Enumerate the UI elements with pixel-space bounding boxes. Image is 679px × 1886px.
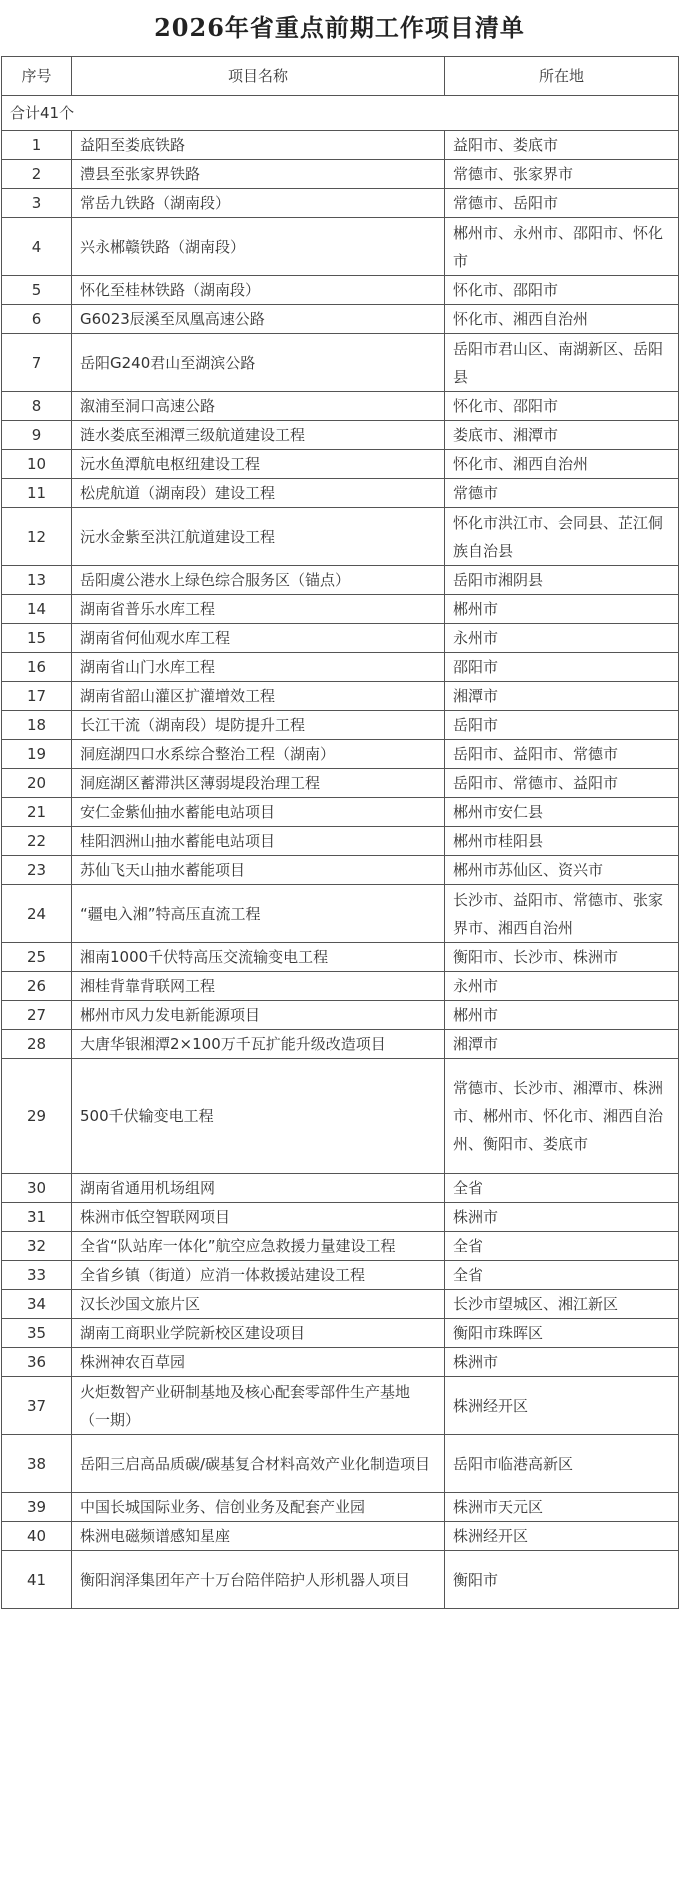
table-row — [2, 334, 679, 392]
project-name: 全省乡镇（街道）应消一体救援站建设工程 — [72, 1261, 445, 1290]
project-name: 洞庭湖区蓄滞洪区薄弱堤段治理工程 — [72, 769, 445, 798]
table-row — [2, 189, 679, 218]
project-location: 怀化市、邵阳市 — [445, 392, 679, 421]
project-name: 火炬数智产业研制基地及核心配套零部件生产基地（一期） — [72, 1377, 445, 1435]
table-row — [2, 392, 679, 421]
table-row — [2, 798, 679, 827]
project-location: 全省 — [445, 1232, 679, 1261]
table-row — [2, 479, 679, 508]
row-number: 6 — [2, 305, 72, 334]
project-location: 益阳市、娄底市 — [445, 131, 679, 160]
project-name: 澧县至张家界铁路 — [72, 160, 445, 189]
table-row — [2, 1319, 679, 1348]
project-name: G6023辰溪至凤凰高速公路 — [72, 305, 445, 334]
row-number: 36 — [2, 1348, 72, 1377]
project-location: 湘潭市 — [445, 1030, 679, 1059]
table-row — [2, 624, 679, 653]
project-location: 怀化市、湘西自治州 — [445, 305, 679, 334]
project-name: 兴永郴赣铁路（湖南段） — [72, 218, 445, 276]
row-number: 3 — [2, 189, 72, 218]
table-row — [2, 653, 679, 682]
table-row — [2, 566, 679, 595]
table-row — [2, 595, 679, 624]
project-location: 衡阳市、长沙市、株洲市 — [445, 943, 679, 972]
row-number: 11 — [2, 479, 72, 508]
project-name: 衡阳润泽集团年产十万台陪伴陪护人形机器人项目 — [72, 1551, 445, 1609]
row-number: 21 — [2, 798, 72, 827]
project-location: 郴州市 — [445, 595, 679, 624]
row-number: 41 — [2, 1551, 72, 1609]
row-number: 26 — [2, 972, 72, 1001]
table-row — [2, 1261, 679, 1290]
project-name: 株洲电磁频谱感知星座 — [72, 1522, 445, 1551]
project-location: 郴州市苏仙区、资兴市 — [445, 856, 679, 885]
project-name: 岳阳虞公港水上绿色综合服务区（锚点） — [72, 566, 445, 595]
project-location: 株洲市 — [445, 1203, 679, 1232]
project-location: 长沙市、益阳市、常德市、张家界市、湘西自治州 — [445, 885, 679, 943]
project-location: 岳阳市、益阳市、常德市 — [445, 740, 679, 769]
table-row — [2, 450, 679, 479]
row-number: 31 — [2, 1203, 72, 1232]
project-name: 溆浦至洞口高速公路 — [72, 392, 445, 421]
row-number: 33 — [2, 1261, 72, 1290]
project-name: 怀化至桂林铁路（湖南段） — [72, 276, 445, 305]
project-name: 岳阳G240君山至湖滨公路 — [72, 334, 445, 392]
table-row — [2, 1030, 679, 1059]
project-location: 株洲经开区 — [445, 1377, 679, 1435]
row-number: 2 — [2, 160, 72, 189]
project-name: 长江干流（湖南段）堤防提升工程 — [72, 711, 445, 740]
total-row — [2, 96, 679, 131]
project-table — [1, 56, 679, 1609]
row-number: 13 — [2, 566, 72, 595]
row-number: 22 — [2, 827, 72, 856]
table-row — [2, 711, 679, 740]
row-number: 15 — [2, 624, 72, 653]
project-name: 全省“队站库一体化”航空应急救援力量建设工程 — [72, 1232, 445, 1261]
table-row — [2, 740, 679, 769]
project-name: 益阳至娄底铁路 — [72, 131, 445, 160]
table-row — [2, 682, 679, 711]
project-name: “疆电入湘”特高压直流工程 — [72, 885, 445, 943]
project-name: 岳阳三启高品质碳/碳基复合材料高效产业化制造项目 — [72, 1435, 445, 1493]
row-number: 25 — [2, 943, 72, 972]
row-number: 37 — [2, 1377, 72, 1435]
project-location: 郴州市 — [445, 1001, 679, 1030]
table-row — [2, 131, 679, 160]
table-header-row — [2, 57, 679, 96]
row-number: 1 — [2, 131, 72, 160]
project-location: 岳阳市湘阴县 — [445, 566, 679, 595]
project-location: 常德市 — [445, 479, 679, 508]
row-number: 10 — [2, 450, 72, 479]
table-row — [2, 1435, 679, 1493]
table-row — [2, 421, 679, 450]
project-name: 郴州市风力发电新能源项目 — [72, 1001, 445, 1030]
table-row — [2, 1001, 679, 1030]
project-location: 常德市、长沙市、湘潭市、株洲市、郴州市、怀化市、湘西自治州、衡阳市、娄底市 — [445, 1059, 679, 1174]
row-number: 17 — [2, 682, 72, 711]
total-count: 合计41个 — [2, 96, 679, 131]
row-number: 16 — [2, 653, 72, 682]
row-number: 19 — [2, 740, 72, 769]
row-number: 5 — [2, 276, 72, 305]
table-row — [2, 943, 679, 972]
row-number: 4 — [2, 218, 72, 276]
row-number: 39 — [2, 1493, 72, 1522]
project-location: 湘潭市 — [445, 682, 679, 711]
table-row — [2, 1522, 679, 1551]
project-location: 怀化市、邵阳市 — [445, 276, 679, 305]
table-body — [2, 96, 679, 1609]
row-number: 20 — [2, 769, 72, 798]
row-number: 28 — [2, 1030, 72, 1059]
table-row — [2, 276, 679, 305]
table-row — [2, 1551, 679, 1609]
row-number: 35 — [2, 1319, 72, 1348]
project-name: 株洲神农百草园 — [72, 1348, 445, 1377]
table-row — [2, 1174, 679, 1203]
project-name: 湖南省通用机场组网 — [72, 1174, 445, 1203]
project-name: 湖南省韶山灌区扩灌增效工程 — [72, 682, 445, 711]
project-name: 湘桂背靠背联网工程 — [72, 972, 445, 1001]
project-location: 株洲市天元区 — [445, 1493, 679, 1522]
row-number: 9 — [2, 421, 72, 450]
project-location: 郴州市桂阳县 — [445, 827, 679, 856]
project-name: 中国长城国际业务、信创业务及配套产业园 — [72, 1493, 445, 1522]
project-location: 邵阳市 — [445, 653, 679, 682]
table-row — [2, 1493, 679, 1522]
table-row — [2, 972, 679, 1001]
project-location: 株洲市 — [445, 1348, 679, 1377]
table-row — [2, 1290, 679, 1319]
header-project-name: 项目名称 — [72, 57, 445, 96]
project-location: 常德市、岳阳市 — [445, 189, 679, 218]
project-location: 岳阳市、常德市、益阳市 — [445, 769, 679, 798]
table-row — [2, 827, 679, 856]
project-name: 洞庭湖四口水系综合整治工程（湖南） — [72, 740, 445, 769]
row-number: 18 — [2, 711, 72, 740]
row-number: 34 — [2, 1290, 72, 1319]
row-number: 14 — [2, 595, 72, 624]
project-location: 岳阳市君山区、南湖新区、岳阳县 — [445, 334, 679, 392]
project-name: 桂阳泗洲山抽水蓄能电站项目 — [72, 827, 445, 856]
table-row — [2, 885, 679, 943]
row-number: 8 — [2, 392, 72, 421]
row-number: 38 — [2, 1435, 72, 1493]
project-location: 全省 — [445, 1174, 679, 1203]
project-name: 株洲市低空智联网项目 — [72, 1203, 445, 1232]
project-location: 永州市 — [445, 624, 679, 653]
row-number: 24 — [2, 885, 72, 943]
table-row — [2, 1203, 679, 1232]
row-number: 30 — [2, 1174, 72, 1203]
table-row — [2, 1059, 679, 1174]
table-row — [2, 1377, 679, 1435]
table-row — [2, 160, 679, 189]
row-number: 32 — [2, 1232, 72, 1261]
project-location: 衡阳市珠晖区 — [445, 1319, 679, 1348]
page-title: 2026年省重点前期工作项目清单 — [154, 13, 525, 42]
project-location: 郴州市、永州市、邵阳市、怀化市 — [445, 218, 679, 276]
project-name: 500千伏输变电工程 — [72, 1059, 445, 1174]
project-name: 常岳九铁路（湖南段） — [72, 189, 445, 218]
project-name: 大唐华银湘潭2×100万千瓦扩能升级改造项目 — [72, 1030, 445, 1059]
project-location: 岳阳市临港高新区 — [445, 1435, 679, 1493]
project-name: 汉长沙国文旅片区 — [72, 1290, 445, 1319]
project-name: 湖南省何仙观水库工程 — [72, 624, 445, 653]
row-number: 7 — [2, 334, 72, 392]
project-name: 湖南省山门水库工程 — [72, 653, 445, 682]
table-row — [2, 1232, 679, 1261]
row-number: 23 — [2, 856, 72, 885]
row-number: 27 — [2, 1001, 72, 1030]
project-name: 沅水鱼潭航电枢纽建设工程 — [72, 450, 445, 479]
project-name: 苏仙飞天山抽水蓄能项目 — [72, 856, 445, 885]
table-row — [2, 856, 679, 885]
project-name: 湖南工商职业学院新校区建设项目 — [72, 1319, 445, 1348]
table-row — [2, 1348, 679, 1377]
project-location: 娄底市、湘潭市 — [445, 421, 679, 450]
project-location: 永州市 — [445, 972, 679, 1001]
project-name: 安仁金紫仙抽水蓄能电站项目 — [72, 798, 445, 827]
project-location: 衡阳市 — [445, 1551, 679, 1609]
project-location: 郴州市安仁县 — [445, 798, 679, 827]
project-name: 湖南省普乐水库工程 — [72, 595, 445, 624]
project-location: 怀化市、湘西自治州 — [445, 450, 679, 479]
row-number: 12 — [2, 508, 72, 566]
project-location: 常德市、张家界市 — [445, 160, 679, 189]
header-location: 所在地 — [445, 57, 679, 96]
header-number: 序号 — [2, 57, 72, 96]
project-location: 全省 — [445, 1261, 679, 1290]
row-number: 40 — [2, 1522, 72, 1551]
table-row — [2, 508, 679, 566]
table-row — [2, 218, 679, 276]
project-location: 长沙市望城区、湘江新区 — [445, 1290, 679, 1319]
table-row — [2, 769, 679, 798]
project-name: 松虎航道（湖南段）建设工程 — [72, 479, 445, 508]
project-location: 岳阳市 — [445, 711, 679, 740]
table-row — [2, 305, 679, 334]
project-location: 株洲经开区 — [445, 1522, 679, 1551]
row-number: 29 — [2, 1059, 72, 1174]
project-name: 沅水金紫至洪江航道建设工程 — [72, 508, 445, 566]
project-name: 涟水娄底至湘潭三级航道建设工程 — [72, 421, 445, 450]
project-location: 怀化市洪江市、会同县、芷江侗族自治县 — [445, 508, 679, 566]
project-name: 湘南1000千伏特高压交流输变电工程 — [72, 943, 445, 972]
